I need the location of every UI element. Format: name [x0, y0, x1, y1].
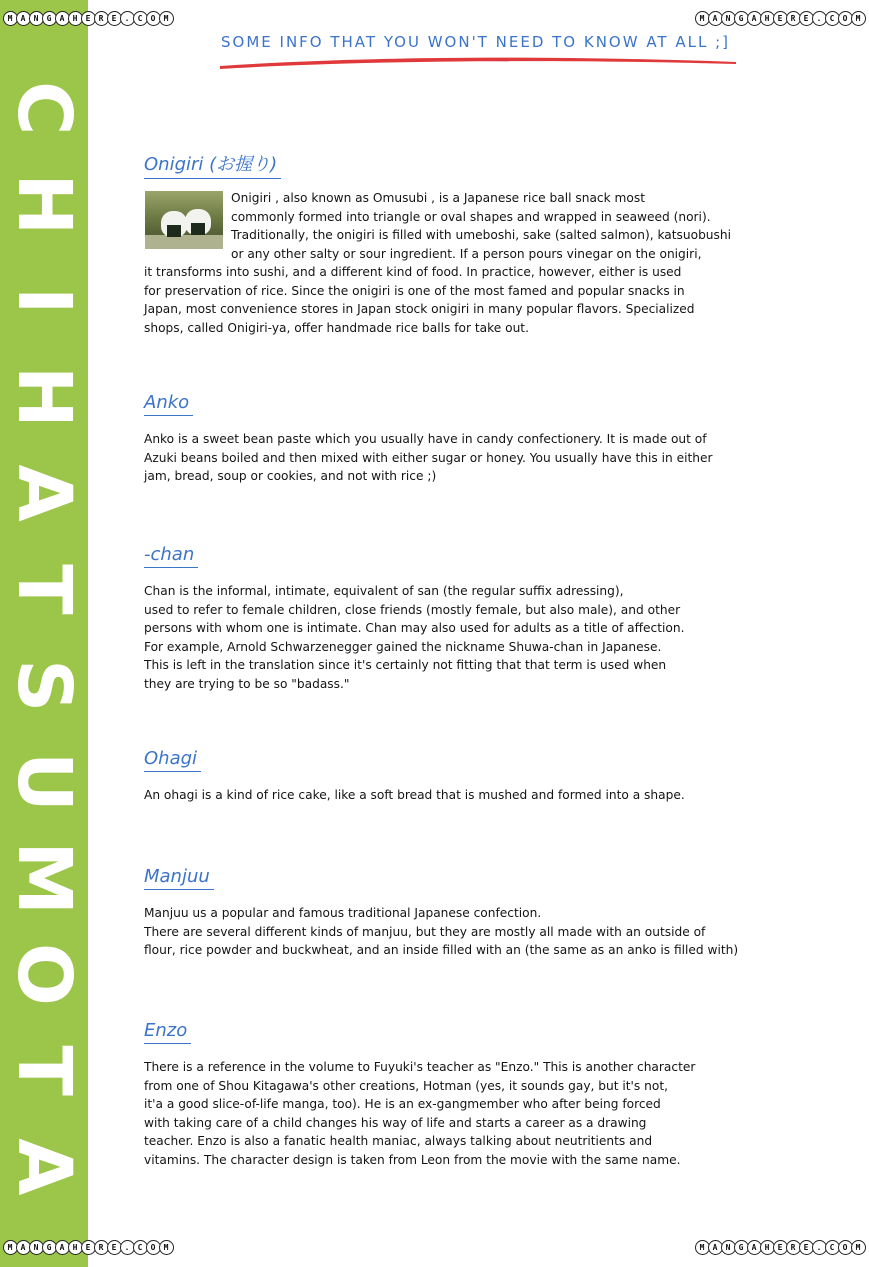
watermark-letter: A: [747, 1240, 762, 1255]
watermark-letter: C: [133, 11, 148, 26]
watermark-bottom-right: [696, 1237, 865, 1257]
watermark-letter: G: [42, 1240, 57, 1255]
watermark-letter: M: [3, 1240, 18, 1255]
watermark-letter: M: [159, 11, 174, 26]
section-body-anko: Anko is a sweet bean paste which you usually have in candy confectionery. It is made out of Azuki beans boiled and then mixed with either sugar or honey. You usually have this in either jam, bread, soup or cookies, and not with rice ;): [144, 432, 713, 483]
sidebar-title-letter: C: [1, 80, 87, 136]
watermark-letter: .: [812, 1240, 827, 1255]
section-title-ohagi: Ohagi: [144, 748, 201, 772]
watermark-letter: M: [3, 11, 18, 26]
section-body-manjuu: Manjuu us a popular and famous traditional Japanese confection. There are several different kinds of manjuu, but they are mostly all made with an outside of flour, rice powder and buckwheat, and an inside filled with an (the same as an anko is filled with): [144, 906, 739, 957]
watermark-letter: E: [773, 1240, 788, 1255]
sidebar-title-letter: H: [1, 365, 87, 428]
watermark-letter: A: [16, 1240, 31, 1255]
watermark-letter: M: [159, 1240, 174, 1255]
watermark-letter: A: [16, 11, 31, 26]
watermark-bottom-left: [4, 1237, 173, 1257]
section-title-chan: -chan: [144, 544, 198, 568]
page-title: SOME INFO THAT YOU WON'T NEED TO KNOW AT ALL ;]: [221, 33, 731, 51]
watermark-letter: O: [146, 1240, 161, 1255]
watermark-letter: G: [734, 11, 749, 26]
sidebar-title: [0, 0, 88, 1267]
watermark-letter: A: [708, 1240, 723, 1255]
watermark-letter: C: [825, 11, 840, 26]
watermark-letter: E: [799, 1240, 814, 1255]
sidebar-title-graphic: [0, 0, 88, 1267]
section-body-ohagi: An ohagi is a kind of rice cake, like a soft bread that is mushed and formed into a shape.: [144, 788, 685, 802]
watermark-letter: .: [812, 11, 827, 26]
section-anko: [144, 392, 844, 486]
section-title-manjuu: Manjuu: [144, 866, 214, 890]
watermark-letter: E: [773, 11, 788, 26]
watermark-letter: E: [81, 11, 96, 26]
watermark-letter: C: [825, 1240, 840, 1255]
sidebar-title-letter: A: [1, 1138, 87, 1196]
section-chan: [144, 544, 844, 693]
sidebar-title-letter: T: [1, 564, 87, 615]
onigiri-photo: [145, 191, 223, 249]
watermark-letter: N: [721, 11, 736, 26]
watermark-top-left: [4, 8, 173, 28]
section-manjuu: [144, 866, 844, 960]
sidebar-title-letter: S: [1, 658, 87, 713]
sidebar-title-letter: T: [1, 1045, 87, 1096]
header-underline-stroke: [218, 52, 738, 72]
watermark-letter: M: [851, 11, 866, 26]
sidebar-title-letter: U: [1, 751, 87, 812]
watermark-letter: H: [68, 11, 83, 26]
watermark-letter: A: [747, 11, 762, 26]
watermark-letter: G: [42, 11, 57, 26]
section-title-enzo: Enzo: [144, 1020, 191, 1044]
section-body-chan: Chan is the informal, intimate, equivalent of san (the regular suffix adressing), used to refer to female children, close friends (mostly female, but also male), and other persons with whom one is intimate. Chan may also used for adults as a title of affection. For example, Arnold Schwarzenegger gained the nickname Shuwa-chan in Japanese. This is left in the translation since it's certainly not fitting that that term is used when they are trying to be so "badass.": [144, 584, 685, 691]
watermark-letter: E: [107, 11, 122, 26]
watermark-letter: N: [29, 1240, 44, 1255]
watermark-letter: .: [120, 1240, 135, 1255]
sidebar-title-letter: M: [1, 841, 87, 915]
sidebar-title-letter: A: [1, 464, 87, 522]
watermark-letter: M: [695, 1240, 710, 1255]
sidebar-title-letter: H: [1, 173, 87, 236]
section-body-onigiri: Onigiri , also known as Omusubi , is a Japanese rice ball snack most commonly formed into triangle or oval shapes and wrapped in seaweed (nori). Traditionally, the onigiri is filled with umeboshi, sake (salted salmon), katsuobushi or any other salty or sour ingredient. If a person pours vinegar on the onigiri, it transforms into sushi, and a different kind of food. In practice, however, either is used for preservation of rice. Since the onigiri is one of the most famed and popular snacks in Japan, most convenience stores in Japan stock onigiri in many popular flavors. Specialized shops, called Onigiri-ya, offer handmade rice balls for take out.: [144, 191, 731, 335]
watermark-letter: N: [721, 1240, 736, 1255]
watermark-letter: G: [734, 1240, 749, 1255]
watermark-letter: M: [851, 1240, 866, 1255]
watermark-letter: E: [81, 1240, 96, 1255]
watermark-letter: C: [133, 1240, 148, 1255]
watermark-letter: R: [94, 1240, 109, 1255]
watermark-letter: H: [760, 1240, 775, 1255]
watermark-letter: O: [146, 11, 161, 26]
watermark-top-right: [696, 8, 865, 28]
watermark-letter: O: [838, 1240, 853, 1255]
watermark-letter: R: [786, 11, 801, 26]
section-body-enzo: There is a reference in the volume to Fuyuki's teacher as "Enzo." This is another character from one of Shou Kitagawa's other creations, Hotman (yes, it sounds gay, but it's not, it'a a good slice-of-life manga, too). He is an ex-gangmember who after being forced with taking care of a child changes his way of life and starts a career as a drawing teacher. Enzo is also a fanatic health maniac, always talking about neutritients and vitamins. The character design is taken from Leon from the movie with the same name.: [144, 1060, 696, 1167]
watermark-letter: R: [786, 1240, 801, 1255]
watermark-letter: M: [695, 11, 710, 26]
sidebar-title-letter: O: [1, 942, 87, 1006]
watermark-letter: A: [55, 11, 70, 26]
watermark-letter: A: [708, 11, 723, 26]
sidebar-title-letter: I: [1, 286, 87, 315]
watermark-letter: .: [120, 11, 135, 26]
watermark-letter: O: [838, 11, 853, 26]
watermark-letter: H: [760, 11, 775, 26]
watermark-letter: N: [29, 11, 44, 26]
watermark-letter: E: [107, 1240, 122, 1255]
section-ohagi: [144, 748, 844, 805]
section-onigiri: [144, 150, 844, 337]
section-enzo: [144, 1020, 844, 1169]
section-title-anko: Anko: [144, 392, 193, 416]
watermark-letter: H: [68, 1240, 83, 1255]
watermark-letter: A: [55, 1240, 70, 1255]
watermark-letter: R: [94, 11, 109, 26]
section-title-onigiri: Onigiri (お握り): [144, 150, 281, 179]
watermark-letter: E: [799, 11, 814, 26]
